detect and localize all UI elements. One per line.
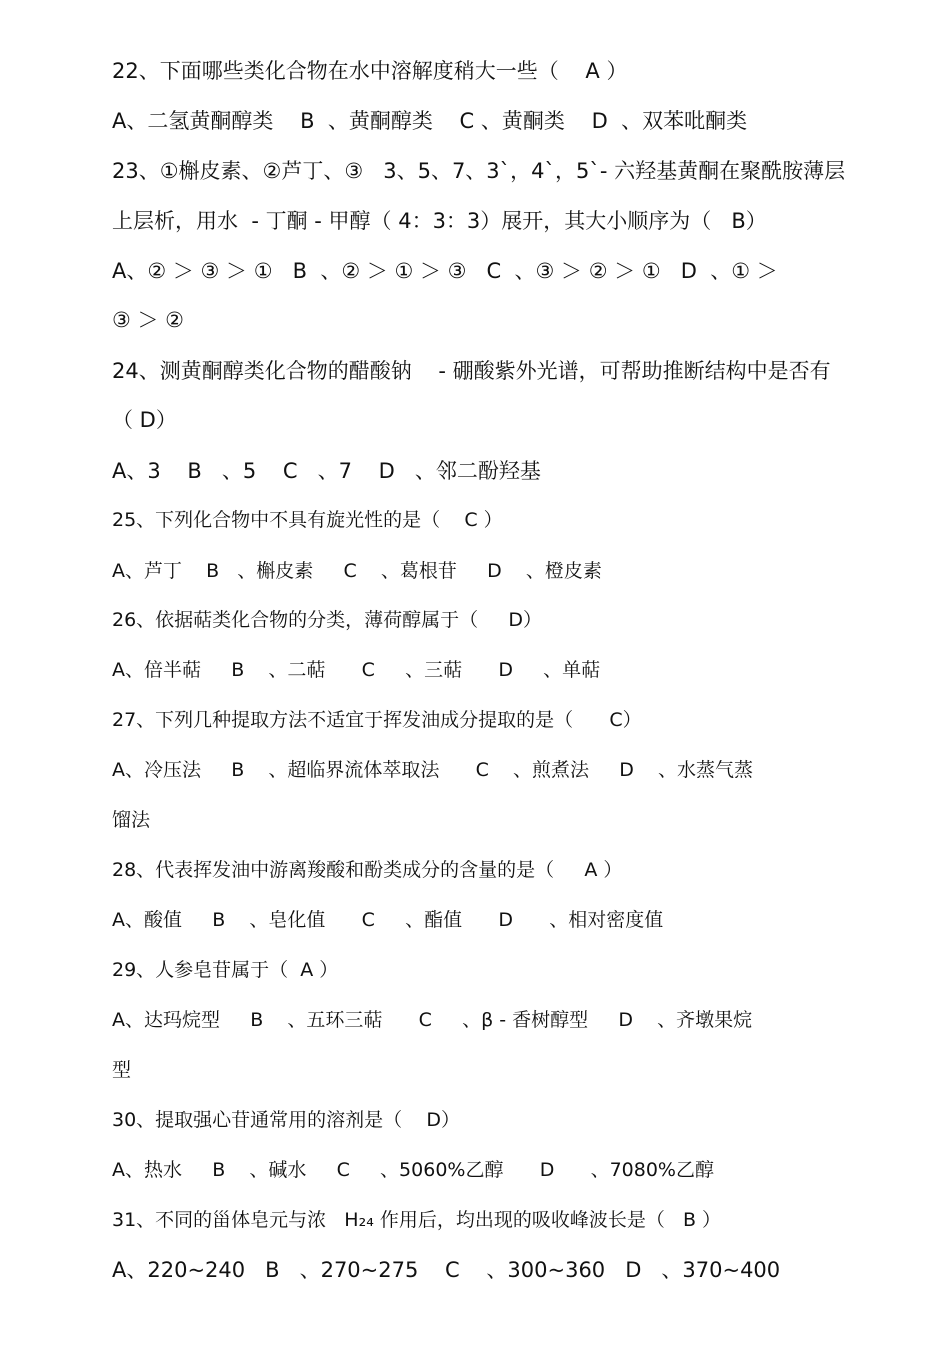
options-25: A、芦丁 B 、槲皮素 C 、葛根苷 D 、橙皮素 <box>112 560 602 582</box>
options-27-line-2: 馏法 <box>112 809 151 831</box>
options-26: A、倍半萜 B 、二萜 C 、三萜 D 、单萜 <box>112 659 601 681</box>
options-29-line-1: A、达玛烷型 B 、五环三萜 C 、β - 香树醇型 D 、齐墩果烷 <box>112 1009 753 1031</box>
question-31: 31、不同的甾体皂元与浓 H₂₄ 作用后，均出现的吸收峰波长是（ B ） <box>112 1209 722 1231</box>
question-24-line-2: （ D） <box>112 408 177 432</box>
question-27: 27、下列几种提取方法不适宜于挥发油成分提取的是（ C） <box>112 709 642 731</box>
question-26: 26、依据萜类化合物的分类，薄荷醇属于（ D） <box>112 609 543 631</box>
options-31: A、220~240 B 、270~275 C 、300~360 D 、370~400 <box>112 1258 781 1282</box>
question-24-line-1: 24、测黄酮醇类化合物的醋酸钠 - 硼酸紫外光谱，可帮助推断结构中是否有 <box>112 359 831 383</box>
question-28: 28、代表挥发油中游离羧酸和酚类成分的含量的是（ A ） <box>112 859 623 881</box>
question-25: 25、下列化合物中不具有旋光性的是（ C ） <box>112 509 503 531</box>
options-24: A、3 B 、5 C 、7 D 、邻二酚羟基 <box>112 459 541 483</box>
question-23-line-2: 上层析，用水 - 丁酮 - 甲醇（ 4：3：3）展开，其大小顺序为（ B） <box>112 209 767 233</box>
options-22: A、二氢黄酮醇类 B 、黄酮醇类 C 、黄酮类 D 、双苯吡酮类 <box>112 109 748 133</box>
options-23-line-2: ③ ＞ ② <box>112 308 185 332</box>
question-30: 30、提取强心苷通常用的溶剂是（ D） <box>112 1109 460 1131</box>
question-22: 22、下面哪些类化合物在水中溶解度稍大一些（ A ） <box>112 59 628 83</box>
question-29: 29、人参皂苷属于（ A ） <box>112 959 339 981</box>
options-29-line-2: 型 <box>112 1059 132 1081</box>
options-30: A、热水 B 、碱水 C 、5060%乙醇 D 、7080%乙醇 <box>112 1159 714 1181</box>
options-27-line-1: A、冷压法 B 、超临界流体萃取法 C 、煎煮法 D 、水蒸气蒸 <box>112 759 754 781</box>
question-23-line-1: 23、①槲皮素、②芦丁、③ 3、5、7、3`，4`，5`- 六羟基黄酮在聚酰胺薄层 <box>112 159 846 183</box>
options-23-line-1: A、② ＞ ③ ＞ ① B 、② ＞ ① ＞ ③ C 、③ ＞ ② ＞ ① D 、① ＞ <box>112 259 778 283</box>
options-28: A、酸值 B 、皂化值 C 、酯值 D 、相对密度值 <box>112 909 664 931</box>
